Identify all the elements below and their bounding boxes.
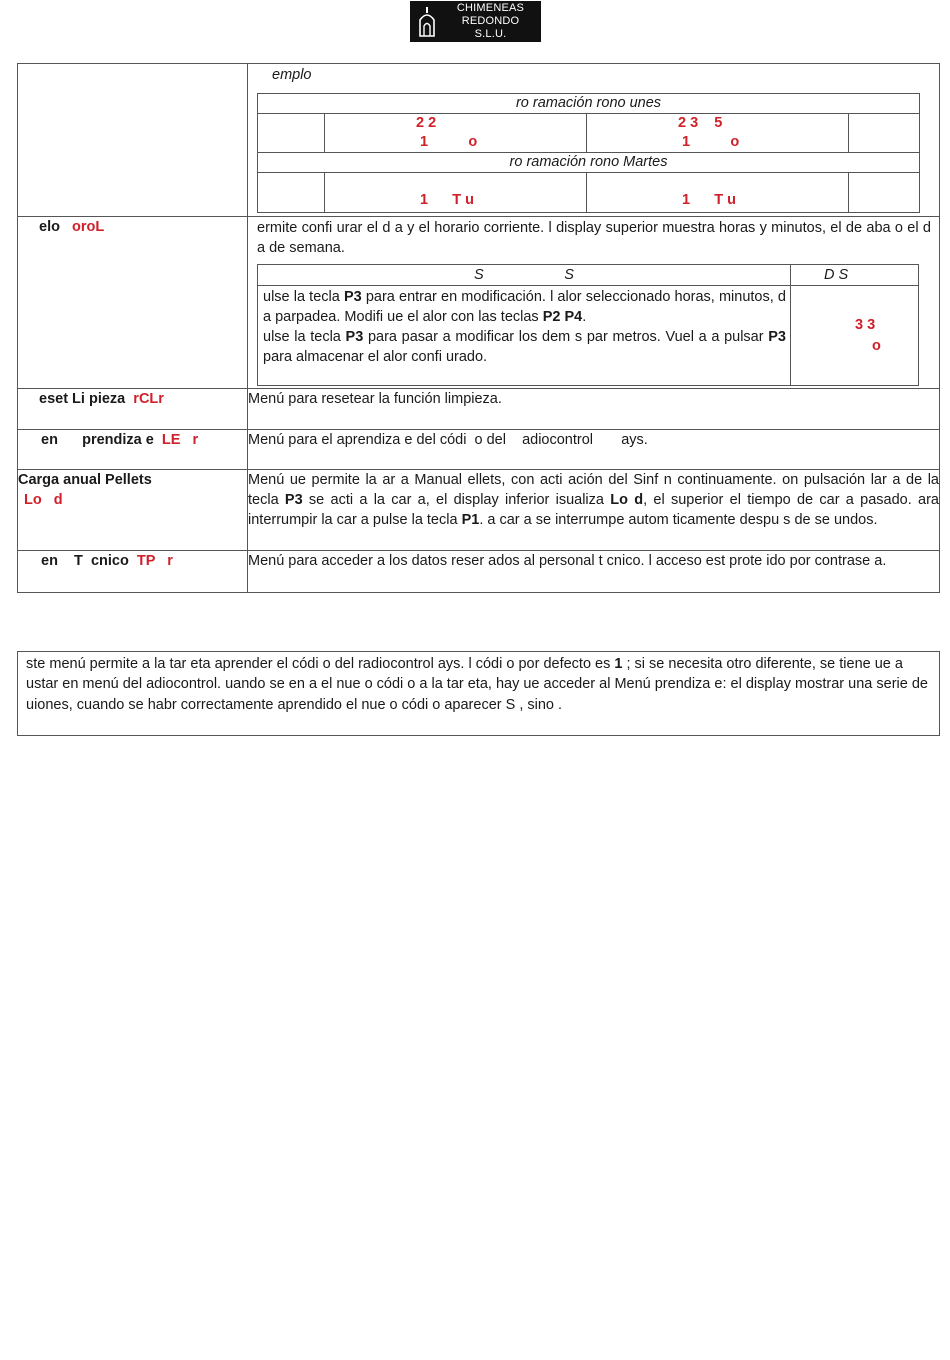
monday-slot-2 bbox=[587, 114, 849, 153]
clock-step1-text: ulse la tecla bbox=[263, 289, 344, 305]
note-default-code: 1 bbox=[614, 656, 623, 672]
clock-step1-rest: para entrar en modificación. l alor seleccionado horas, minutos, d a parpadea. Modifi ue el alor con las teclas bbox=[263, 289, 786, 325]
monday-blank-left bbox=[258, 114, 325, 153]
monday-slot-1-state: 1 o bbox=[420, 134, 478, 150]
logo-line-1: CHIMENEAS bbox=[456, 2, 525, 14]
monday-slot-1 bbox=[325, 114, 587, 153]
logo-line-2: REDONDO S.L.U. bbox=[461, 15, 520, 40]
monday-slot-2-state: 1 o bbox=[682, 134, 740, 150]
tech-label: en T cnico bbox=[41, 553, 129, 569]
clock-steps bbox=[258, 286, 791, 386]
reset-row bbox=[18, 389, 940, 430]
clock-description: ermite confi urar el d a y el horario corriente. l display superior muestra horas y minutos, el de aba o el d a de semana. bbox=[257, 220, 931, 256]
clock-display-value: 3 3 bbox=[855, 316, 876, 333]
clock-step2-text: ulse la tecla bbox=[263, 329, 346, 345]
example-heading: emplo bbox=[272, 67, 312, 83]
note-text-1: ste menú permite a la tar eta aprender el códi o del radiocontrol ays. l códi o por defecto es bbox=[26, 656, 615, 672]
tuesday-blank-left bbox=[258, 173, 325, 213]
clock-steps-table bbox=[257, 264, 919, 386]
tech-code: TP r bbox=[136, 553, 173, 569]
menu-table bbox=[17, 63, 940, 593]
example-content-cell bbox=[248, 64, 940, 217]
clock-col-header-a: S S bbox=[258, 265, 791, 286]
tech-label-cell bbox=[18, 551, 248, 593]
monday-blank-right bbox=[849, 114, 920, 153]
clock-code: oroL bbox=[72, 219, 105, 235]
learn-row bbox=[18, 430, 940, 470]
tuesday-header: ro ramación rono Martes bbox=[258, 153, 920, 173]
learn-label: en prendiza e bbox=[41, 432, 154, 448]
clock-step1-key: P3 bbox=[343, 289, 362, 305]
schedule-table bbox=[257, 93, 920, 213]
load-desc-key-3: P1 bbox=[461, 512, 480, 528]
chimney-logo-icon bbox=[416, 6, 438, 38]
learn-label-cell bbox=[18, 430, 248, 470]
load-desc-key-1: P3 bbox=[284, 492, 303, 508]
example-label-cell bbox=[18, 64, 248, 217]
load-description bbox=[248, 470, 940, 551]
tech-description: Menú para acceder a los datos reser ados al personal t cnico. l acceso est prote ido por contrase a. bbox=[248, 551, 940, 593]
load-desc-1: Menú ue permite la ar a Manual ellets, con acti ación del Sinf n continuamente. on pulsación lar a de la tecla bbox=[248, 472, 939, 508]
tech-row bbox=[18, 551, 940, 593]
reset-label-cell bbox=[18, 389, 248, 430]
load-desc-2: se acti a la car a, el display inferior isualiza bbox=[302, 492, 611, 508]
load-label-cell bbox=[18, 470, 248, 551]
load-row bbox=[18, 470, 940, 551]
tuesday-slot-1: 1 T u bbox=[325, 173, 587, 213]
example-row bbox=[18, 64, 940, 217]
clock-step2-key2: P3 bbox=[768, 329, 786, 345]
clock-step2-rest: para pasar a modificar los dem s par metros. Vuel a a pulsar bbox=[363, 329, 769, 345]
clock-row bbox=[18, 217, 940, 389]
clock-display-state: o bbox=[872, 337, 881, 354]
tuesday-slot-2: 1 T u bbox=[587, 173, 849, 213]
load-label: Carga anual Pellets bbox=[18, 472, 152, 488]
monday-slot-1-time: 2 2 bbox=[416, 115, 437, 131]
clock-label-cell bbox=[18, 217, 248, 389]
load-desc-3: , el superior el tiempo de car a pasado. ara interrumpir la car a pulse la tecla bbox=[248, 492, 939, 528]
tuesday-blank-right bbox=[849, 173, 920, 213]
load-desc-key-2: Lo d bbox=[610, 492, 644, 508]
clock-content-cell bbox=[248, 217, 940, 389]
clock-step2-key: P3 bbox=[345, 329, 364, 345]
learn-description: Menú para el aprendiza e del códi o del adiocontrol ays. bbox=[248, 430, 940, 470]
logo-text bbox=[446, 2, 535, 41]
clock-col-header-b: D S bbox=[791, 265, 919, 286]
reset-description: Menú para resetear la función limpieza. bbox=[248, 389, 940, 430]
learn-code: LE r bbox=[161, 432, 199, 448]
reset-label: eset Li pieza bbox=[39, 391, 126, 407]
clock-label: elo bbox=[39, 219, 60, 235]
note-text-2: ; si se necesita otro diferente, se tiene ue a ustar en menú del adiocontrol. uando se en a el nue o códi o a la tar eta, hay ue acceder al Menú prendiza e: el display mostrar una serie de uiones, cuando se habr correctamente aprendido el nue o códi o aparecer S , sino . bbox=[26, 656, 928, 713]
reset-code: rCLr bbox=[133, 391, 164, 407]
load-code: Lo d bbox=[24, 492, 63, 508]
load-desc-4: . a car a se interrumpe autom ticamente despu s de se undos. bbox=[479, 512, 878, 528]
clock-step1-keys: P2 P4 bbox=[542, 309, 583, 325]
learning-note-box bbox=[17, 651, 940, 736]
clock-display-cell bbox=[791, 286, 919, 386]
clock-step1-end: . bbox=[582, 309, 587, 325]
monday-header: ro ramación rono unes bbox=[258, 94, 920, 114]
clock-step2-end: para almacenar el alor confi urado. bbox=[263, 349, 488, 365]
company-logo bbox=[410, 1, 541, 42]
monday-slot-2-time: 2 3 5 bbox=[678, 115, 723, 131]
